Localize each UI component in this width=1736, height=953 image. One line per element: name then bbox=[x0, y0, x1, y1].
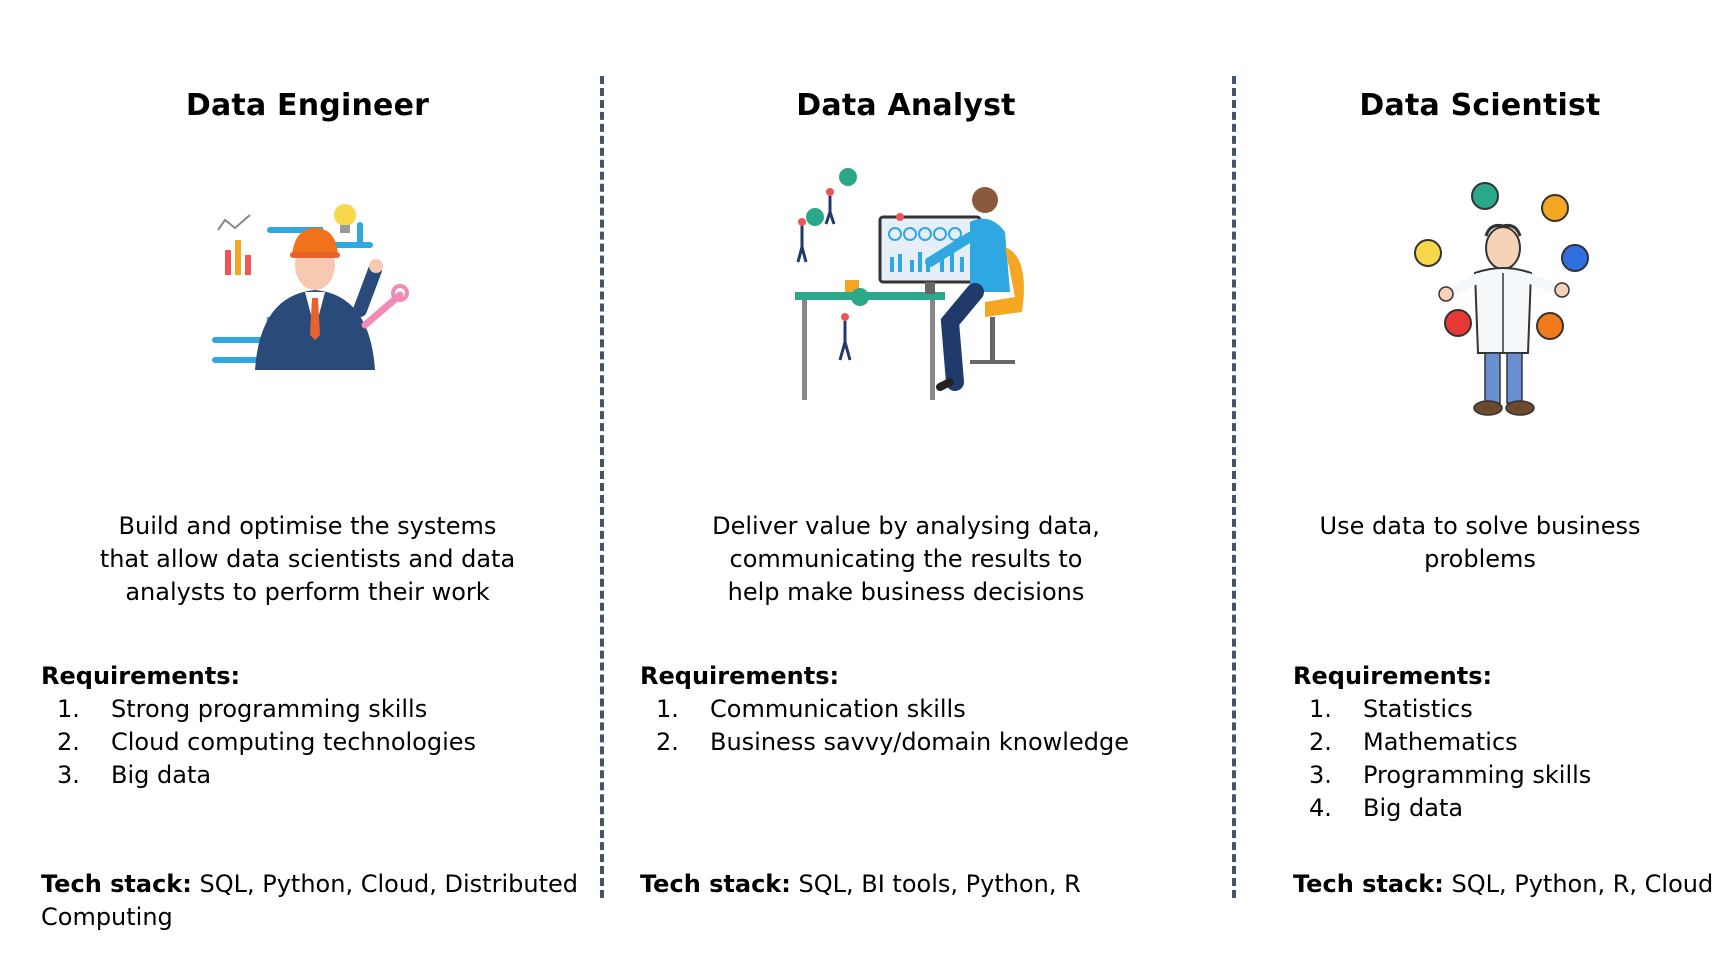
list-item bbox=[41, 759, 581, 792]
list-text: Strong programming skills bbox=[111, 695, 428, 723]
data-analyst-requirements bbox=[640, 660, 1220, 759]
list-text: Cloud computing technologies bbox=[111, 728, 477, 756]
list-item bbox=[640, 726, 1220, 759]
data-analyst-title: Data Analyst bbox=[796, 88, 1016, 123]
data-analyst-tech-stack bbox=[640, 868, 1220, 901]
list-text: Big data bbox=[1363, 794, 1464, 822]
list-item bbox=[1293, 693, 1723, 726]
description-line: communicating the results to bbox=[729, 545, 1083, 573]
data-scientist-title: Data Scientist bbox=[1359, 88, 1601, 123]
data-analyst-description bbox=[650, 510, 1162, 609]
data-engineer-illustration bbox=[210, 200, 410, 370]
data-scientist-illustration bbox=[1410, 178, 1590, 423]
tech-stack-value: SQL, Python, R, Cloud bbox=[1443, 870, 1714, 898]
list-text: Programming skills bbox=[1363, 761, 1592, 789]
list-number: 4. bbox=[1309, 794, 1332, 822]
dots-ball-icon bbox=[1445, 310, 1471, 336]
description-line: Build and optimise the systems bbox=[118, 512, 497, 540]
list-number: 3. bbox=[1309, 761, 1332, 789]
list-item bbox=[1293, 726, 1723, 759]
requirements-label: Requirements: bbox=[1293, 662, 1493, 690]
list-item bbox=[640, 693, 1220, 726]
description-line: that allow data scientists and data bbox=[99, 545, 516, 573]
document-ball-icon bbox=[1542, 195, 1568, 221]
data-engineer-title: Data Engineer bbox=[185, 88, 430, 123]
description-line: problems bbox=[1424, 545, 1536, 573]
requirements-label: Requirements: bbox=[41, 662, 241, 690]
list-text: Big data bbox=[111, 761, 212, 789]
list-text: Statistics bbox=[1363, 695, 1473, 723]
list-item bbox=[41, 726, 581, 759]
data-engineer-column bbox=[0, 0, 600, 953]
tech-stack-label: Tech stack: bbox=[640, 870, 791, 898]
tech-stack-value: SQL, Python, Cloud, Distributed Computing bbox=[41, 870, 578, 931]
description-line: analysts to perform their work bbox=[125, 578, 490, 606]
list-number: 1. bbox=[57, 695, 80, 723]
tech-stack-label: Tech stack: bbox=[41, 870, 192, 898]
data-scientist-requirements bbox=[1293, 660, 1723, 825]
requirements-label: Requirements: bbox=[640, 662, 840, 690]
list-item bbox=[41, 693, 581, 726]
data-engineer-requirements bbox=[41, 660, 581, 792]
data-scientist-tech-stack bbox=[1293, 868, 1733, 901]
data-scientist-column bbox=[1232, 0, 1736, 953]
tech-stack-value: SQL, BI tools, Python, R bbox=[790, 870, 1081, 898]
list-number: 1. bbox=[1309, 695, 1332, 723]
list-text: Communication skills bbox=[710, 695, 966, 723]
light-bulb-icon bbox=[334, 204, 356, 233]
gear-icon bbox=[839, 168, 857, 186]
data-analyst-illustration bbox=[790, 162, 1030, 407]
list-number: 2. bbox=[656, 728, 679, 756]
description-line: Use data to solve business bbox=[1319, 512, 1641, 540]
list-item bbox=[1293, 759, 1723, 792]
list-number: 1. bbox=[656, 695, 679, 723]
data-analyst-column bbox=[600, 0, 1232, 953]
data-scientist-description bbox=[1232, 510, 1728, 576]
list-text: Business savvy/domain knowledge bbox=[710, 728, 1129, 756]
braces-icon bbox=[851, 288, 869, 306]
list-text: Mathematics bbox=[1363, 728, 1518, 756]
list-item bbox=[1293, 792, 1723, 825]
data-engineer-description bbox=[60, 510, 555, 609]
bar-chart-ball-icon bbox=[1472, 183, 1498, 209]
list-number: 3. bbox=[57, 761, 80, 789]
network-ball-icon bbox=[1537, 313, 1563, 339]
list-number: 2. bbox=[57, 728, 80, 756]
bar-chart-icon bbox=[218, 215, 251, 275]
code-icon bbox=[806, 208, 824, 226]
data-engineer-tech-stack bbox=[41, 868, 581, 934]
tech-stack-label: Tech stack: bbox=[1293, 870, 1444, 898]
database-ball-icon bbox=[1562, 245, 1588, 271]
description-line: Deliver value by analysing data, bbox=[712, 512, 1100, 540]
chart-ball-icon bbox=[1415, 240, 1441, 266]
list-number: 2. bbox=[1309, 728, 1332, 756]
description-line: help make business decisions bbox=[727, 578, 1085, 606]
